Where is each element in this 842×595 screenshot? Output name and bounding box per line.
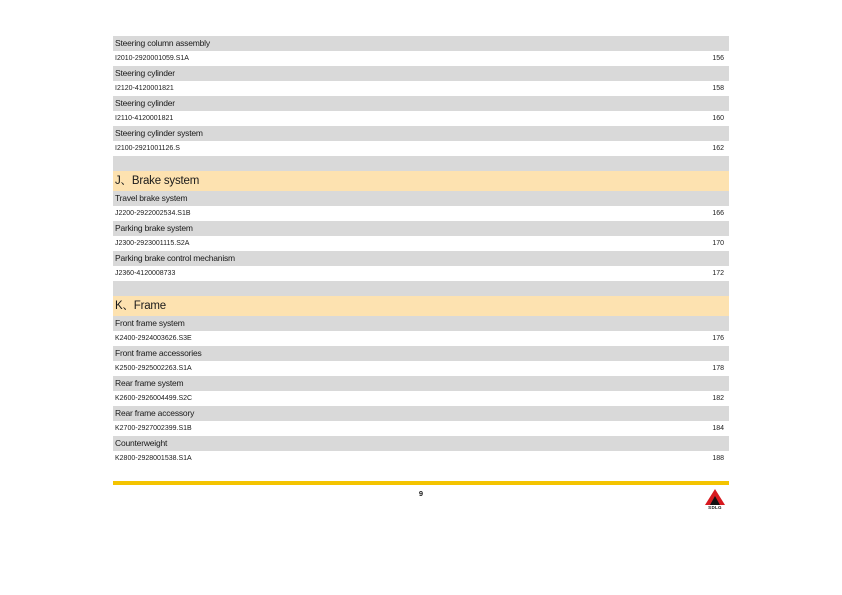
part-code-row: [113, 51, 729, 66]
page-reference: 176: [712, 335, 724, 342]
part-code: K2400-2924003626.S3E: [115, 335, 192, 342]
page-reference: 158: [712, 85, 724, 92]
part-code-row: [113, 331, 729, 346]
assembly-title: Parking brake system: [115, 223, 193, 233]
part-code: I2110-4120001821: [115, 115, 174, 122]
part-code: I2100-2921001126.S: [115, 145, 180, 152]
part-code-row: [113, 111, 729, 126]
part-code-row: [113, 206, 729, 221]
part-code-row: [113, 236, 729, 251]
part-code: I2010-2920001059.S1A: [115, 55, 189, 62]
section-heading: [113, 171, 729, 191]
section-heading: [113, 296, 729, 316]
assembly-title-row: [113, 406, 729, 421]
assembly-title: Steering column assembly: [115, 38, 210, 48]
page-reference: 160: [712, 115, 724, 122]
assembly-title-row: [113, 36, 729, 51]
logo-text: SDLG: [708, 505, 722, 510]
page-number: 9: [418, 489, 424, 498]
assembly-title-row: [113, 66, 729, 81]
assembly-title: Rear frame system: [115, 378, 184, 388]
spacer-row: [113, 156, 729, 171]
assembly-title-row: [113, 126, 729, 141]
part-code-row: [113, 391, 729, 406]
spacer-row: [113, 281, 729, 296]
assembly-title: Front frame system: [115, 318, 185, 328]
assembly-title-row: [113, 221, 729, 236]
section-heading-text: K、Frame: [115, 300, 166, 312]
assembly-title: Rear frame accessory: [115, 408, 195, 418]
page-reference: 172: [712, 270, 724, 277]
part-code: J2360-4120008733: [115, 270, 176, 277]
part-code-row: [113, 141, 729, 156]
part-code: K2800-2928001538.S1A: [115, 455, 192, 462]
assembly-title-row: [113, 96, 729, 111]
page-reference: 184: [712, 425, 724, 432]
part-code: J2300-2923001115.S2A: [115, 240, 190, 247]
page-reference: 188: [712, 455, 724, 462]
page-reference: 178: [712, 365, 724, 372]
part-code: K2600-2926004499.S2C: [115, 395, 193, 402]
assembly-title: Steering cylinder: [115, 68, 175, 78]
assembly-title-row: [113, 191, 729, 206]
assembly-title-row: [113, 316, 729, 331]
assembly-title: Steering cylinder: [115, 98, 175, 108]
part-code: I2120-4120001821: [115, 85, 174, 92]
assembly-title: Travel brake system: [115, 193, 188, 203]
page-reference: 170: [712, 240, 724, 247]
part-code: J2200-2922002534.S1B: [115, 210, 191, 217]
assembly-title-row: [113, 436, 729, 451]
assembly-title-row: [113, 251, 729, 266]
part-code-row: [113, 266, 729, 281]
assembly-title: Parking brake control mechanism: [115, 253, 235, 263]
section-heading-text: J、Brake system: [115, 175, 200, 187]
part-code-row: [113, 451, 729, 466]
part-code: K2500-2925002263.S1A: [115, 365, 192, 372]
part-code-row: [113, 421, 729, 436]
page-reference: 162: [712, 145, 724, 152]
assembly-title: Steering cylinder system: [115, 128, 203, 138]
part-code-row: [113, 81, 729, 96]
parts-index-table: [113, 36, 729, 466]
assembly-title: Counterweight: [115, 438, 168, 448]
assembly-title: Front frame accessories: [115, 348, 202, 358]
page-reference: 156: [712, 55, 724, 62]
assembly-title-row: [113, 346, 729, 361]
part-code-row: [113, 361, 729, 376]
page-reference: 166: [712, 210, 724, 217]
assembly-title-row: [113, 376, 729, 391]
footer-bar: [113, 481, 729, 485]
part-code: K2700-2927002399.S1B: [115, 425, 192, 432]
page-reference: 182: [712, 395, 724, 402]
